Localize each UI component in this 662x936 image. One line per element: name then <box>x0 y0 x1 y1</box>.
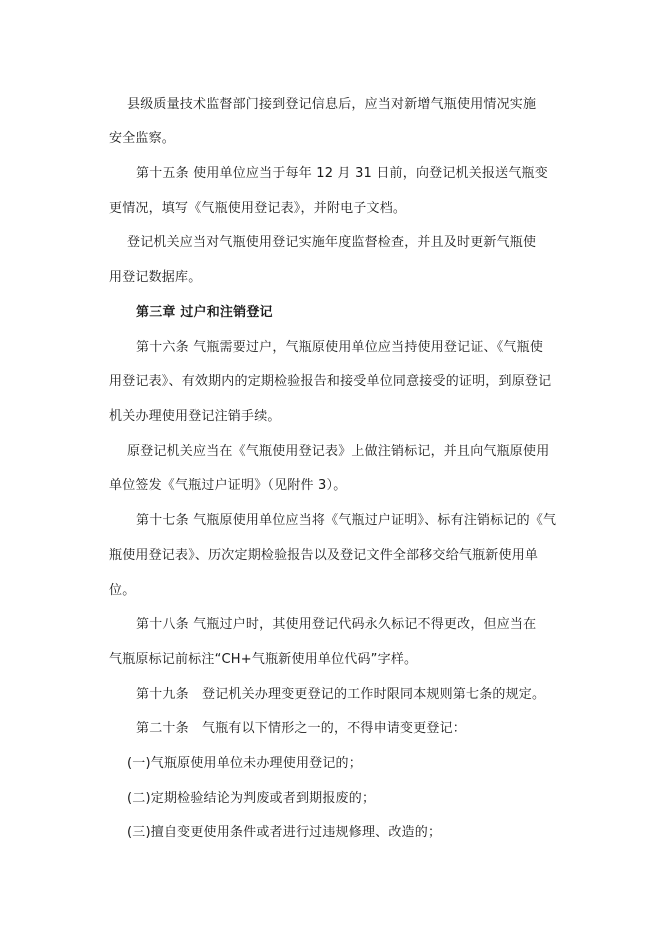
paragraph-line: 气瓶原标记前标注“CH+气瓶新使用单位代码”字样。 <box>109 652 418 667</box>
paragraph-line: 用登记表》、有效期内的定期检验报告和接受单位同意接受的证明，到原登记 <box>109 374 552 389</box>
article-15-line: 第十五条 使用单位应当于每年 12 月 31 日前，向登记机关报送气瓶变 <box>136 166 548 181</box>
list-item: (二)定期检验结论为判废或者到期报废的； <box>127 791 376 806</box>
list-item: (一)气瓶原使用单位未办理使用登记的； <box>127 756 362 771</box>
paragraph-line: 机关办理使用登记注销手续。 <box>109 409 281 424</box>
article-18-line: 第十八条 气瓶过户时，其使用登记代码永久标记不得更改，但应当在 <box>136 617 537 632</box>
article-16-line: 第十六条 气瓶需要过户，气瓶原使用单位应当持使用登记证、《气瓶使 <box>136 340 544 355</box>
chapter-heading: 第三章 过户和注销登记 <box>136 305 273 320</box>
paragraph-line: 位。 <box>109 583 136 598</box>
paragraph-line: 县级质量技术监督部门接到登记信息后，应当对新增气瓶使用情况实施 <box>127 97 537 112</box>
paragraph-line: 更情况，填写《气瓶使用登记表》，并附电子文档。 <box>109 201 407 216</box>
article-19-line: 第十九条 登记机关办理变更登记的工作时限同本规则第七条的规定。 <box>136 687 546 702</box>
paragraph-line: 单位签发《气瓶过户证明》（见附件 3）。 <box>109 478 347 493</box>
paragraph-line: 登记机关应当对气瓶使用登记实施年度监督检查，并且及时更新气瓶使 <box>127 235 537 250</box>
list-item: (三)擅自变更使用条件或者进行过违规修理、改造的； <box>127 825 442 840</box>
article-20-line: 第二十条 气瓶有以下情形之一的，不得申请变更登记： <box>136 721 467 736</box>
article-17-line: 第十七条 气瓶原使用单位应当将《气瓶过户证明》、标有注销标记的《气 <box>136 513 557 528</box>
paragraph-line: 瓶使用登记表》、历次定期检验报告以及登记文件全部移交给气瓶新使用单 <box>109 548 539 563</box>
paragraph-line: 用登记数据库。 <box>109 270 202 285</box>
paragraph-line: 安全监察。 <box>109 131 176 146</box>
paragraph-line: 原登记机关应当在《气瓶使用登记表》上做注销标记，并且向气瓶原使用 <box>127 444 550 459</box>
